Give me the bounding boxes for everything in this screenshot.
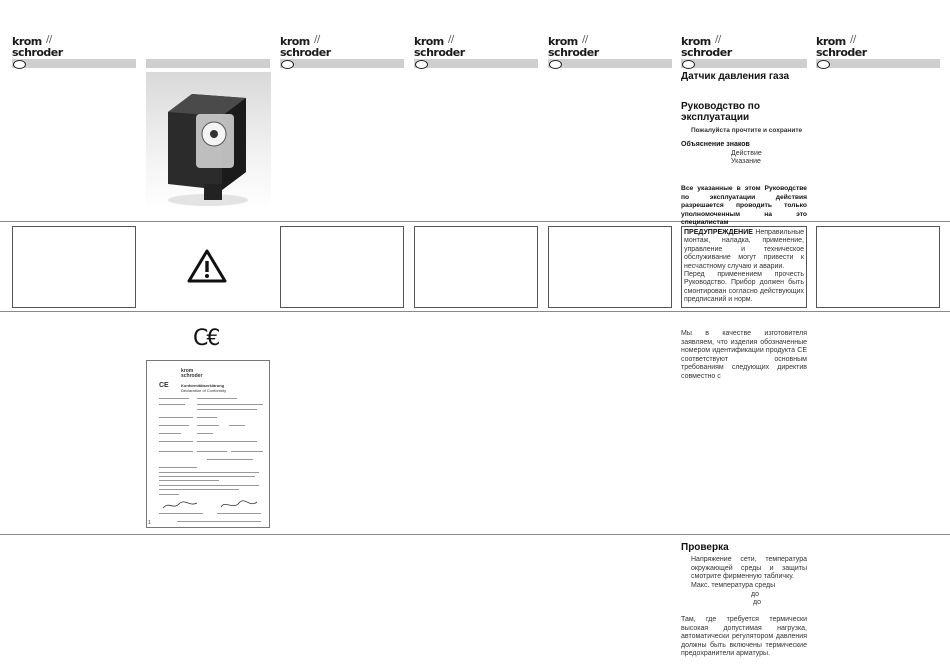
read-and-keep-note: Пожалуйста прочтите и сохраните <box>691 127 803 134</box>
brand-logo <box>681 36 743 58</box>
certificate-ce-mark: CE <box>159 382 169 389</box>
logo-slash: // <box>850 34 856 45</box>
brand-logo <box>12 36 74 58</box>
brand-logo <box>280 36 342 58</box>
language-flag-icon <box>682 60 695 69</box>
check-heading: Проверка <box>681 542 729 553</box>
certificate-logo-line1: krom <box>181 368 194 374</box>
ce-mark-icon: C€ <box>193 326 219 351</box>
section-divider <box>0 311 950 312</box>
document-title: Датчик давления газа <box>681 71 790 82</box>
language-flag-icon <box>549 60 562 69</box>
logo-text-line2: schroder <box>12 46 63 59</box>
certificate-logo-line2: schroder <box>181 373 203 379</box>
brand-logo <box>816 36 878 58</box>
note-box <box>816 226 940 308</box>
check-text-1: Напряжение сети, температура окружающей среды и защиты смотрите фирменную табличку. <box>691 556 807 580</box>
logo-slash: // <box>582 34 588 45</box>
logo-text-line2: schroder <box>414 46 465 59</box>
thermal-note: Там, где требуется термически высокая допустимая нагрузка, автоматически регулятором давления должны быть включены термические предохранители арматуры. <box>681 616 807 657</box>
language-flag-icon <box>281 60 294 69</box>
language-flag-icon <box>817 60 830 69</box>
signature-left <box>161 499 201 511</box>
check-text-2: Макс. температура среды <box>691 582 776 589</box>
symbols-note: Указание <box>731 158 761 165</box>
logo-text-line2: schroder <box>816 46 867 59</box>
logo-text-line1: krom <box>816 35 846 48</box>
warning-text-2: Перед применением прочесть Руководство. Прибор должен быть смонтирован согласно действующих предписаний и норм. <box>684 271 804 304</box>
note-box <box>280 226 404 308</box>
warning-label: ПРЕДУПРЕЖДЕНИЕ <box>684 229 753 236</box>
section-divider <box>0 221 950 222</box>
product-photo <box>146 72 271 210</box>
warning-box <box>681 226 807 308</box>
logo-text-line2: schroder <box>681 46 732 59</box>
language-bar <box>12 59 136 68</box>
certificate-subheading: Declaration of Conformity <box>181 388 227 393</box>
logo-slash: // <box>314 34 320 45</box>
warning-icon <box>186 248 228 289</box>
specialists-note: Все указанные в этом Руководстве по эксплуатации действия разрешается проводить только уполномоченным на это специалистам <box>681 185 807 226</box>
logo-text-line1: krom <box>681 35 711 48</box>
logo-text-line2: schroder <box>548 46 599 59</box>
brand-logo <box>414 36 476 58</box>
logo-slash: // <box>46 34 52 45</box>
language-flag-icon <box>13 60 26 69</box>
pressure-switch-image <box>146 72 271 210</box>
signature-right <box>219 499 259 511</box>
check-text-4: до <box>753 599 761 606</box>
language-bar <box>414 59 538 68</box>
language-bar <box>548 59 672 68</box>
symbols-heading: Объяснение знаков <box>681 141 750 148</box>
warning-text: Неправильные монтаж, наладка, применение, управление и техническое обслуживание могут привести к несчастному случаю и аварии. <box>684 229 804 270</box>
language-bar <box>280 59 404 68</box>
language-bar <box>681 59 807 68</box>
brand-logo <box>548 36 610 58</box>
language-bar <box>146 59 270 68</box>
language-flag-icon <box>415 60 428 69</box>
check-text-3: до <box>751 591 759 598</box>
logo-text-line1: krom <box>414 35 444 48</box>
note-box <box>12 226 136 308</box>
manual-title: Руководство по эксплуатации <box>681 101 760 123</box>
note-box <box>548 226 672 308</box>
section-divider <box>0 534 950 535</box>
logo-text-line1: krom <box>12 35 42 48</box>
certificate-heading: Konformitätserklärung <box>181 383 225 388</box>
language-bar <box>816 59 940 68</box>
declaration-certificate <box>146 360 270 528</box>
logo-slash: // <box>448 34 454 45</box>
logo-slash: // <box>715 34 721 45</box>
logo-text-line1: krom <box>280 35 310 48</box>
logo-text-line1: krom <box>548 35 578 48</box>
note-box <box>414 226 538 308</box>
symbols-action: Действие <box>731 150 762 157</box>
certificate-page-number: 1 <box>148 520 151 526</box>
declaration-text: Мы в качестве изготовителя заявляем, что изделия обозначенные номером идентификации продукта CE соответствуют основным требованиям следующих директив совместно с <box>681 330 807 380</box>
logo-text-line2: schroder <box>280 46 331 59</box>
